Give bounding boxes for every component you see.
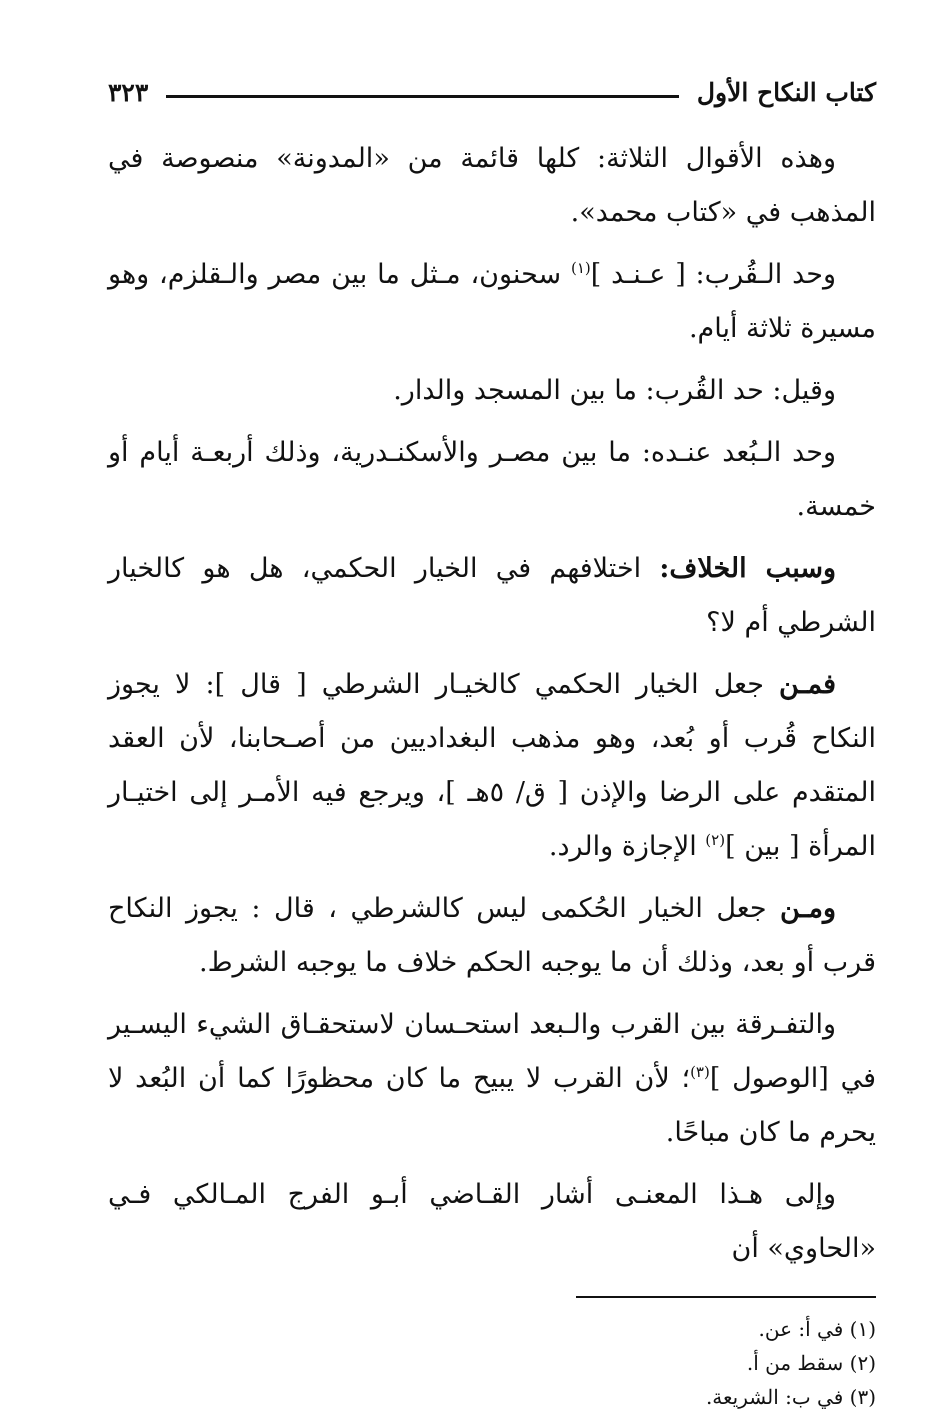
paragraph-lead: فمـن bbox=[779, 669, 836, 700]
paragraph-text: جعل الخيار الحكمي كالخيـار الشرطي [ قال ]: لا يجوز النكاح قُرب أو بُعد، وهو مذهب البغداديين من أصـحابنا، لأن العقد المتقدم على الرضا والإذن [ ق/ ٥هـ ]، ويرجع فيه الأمـر إلى اختيـار المرأة [ بين ] bbox=[108, 669, 876, 862]
header-rule bbox=[166, 95, 679, 98]
footnote-2: (٢) سقط من أ. bbox=[746, 1351, 876, 1375]
paragraph-text: اختلافهم في الخيار الحكمي، هل هو كالخيار الشرطي أم لا؟ bbox=[108, 553, 876, 638]
paragraph-text: وإلى هـذا المعنـى أشار القـاضي أبـو الفرج المـالكي فـي «الحاوي» أن bbox=[108, 1179, 876, 1264]
footnote-marker-1: (١) bbox=[570, 259, 591, 277]
footnote-marker-2: (٢) bbox=[705, 831, 726, 849]
paragraph-6 bbox=[108, 658, 876, 874]
paragraph-text: سحنون، مـثل ما بين مصر والـقلزم، وهو مسيرة ثلاثة أيام. bbox=[108, 259, 876, 344]
running-title: كتاب النكاح الأول bbox=[696, 77, 876, 107]
footnote-separator bbox=[576, 1296, 876, 1298]
footnote-1: (١) في أ: عن. bbox=[758, 1317, 876, 1341]
paragraph-text: وحد الـبُعد عنـده: ما بين مصـر والأسكنـدرية، وذلك أربعـة أيام أو خمسة. bbox=[108, 437, 876, 522]
paragraph-2 bbox=[108, 248, 876, 356]
paragraph-1 bbox=[108, 132, 876, 240]
paragraph-text: وهذه الأقوال الثلاثة: كلها قائمة من «المدونة» منصوصة في المذهب في «كتاب محمد». bbox=[108, 143, 876, 228]
paragraph-8 bbox=[108, 998, 876, 1160]
footnotes bbox=[108, 1312, 876, 1414]
paragraph-9 bbox=[108, 1168, 876, 1276]
paragraph-text: ؛ لأن القرب لا يبيح ما كان محظورًا كما أن البُعد لا يحرم ما كان مباحًا. bbox=[108, 1063, 876, 1148]
page-number: ٣٢٣ bbox=[108, 77, 149, 107]
footnote-3: (٣) في ب: الشريعة. bbox=[705, 1385, 876, 1409]
paragraph-text: الإجازة والرد. bbox=[548, 831, 706, 862]
page-header bbox=[108, 70, 876, 114]
paragraph-text: وقيل: حد القُرب: ما بين المسجد والدار. bbox=[393, 375, 836, 406]
paragraph-text: وحد الـقُرب: [ عـنـد ] bbox=[590, 259, 836, 290]
paragraph-text: جعل الخيار الحُكمى ليس كالشرطي ، قال : يجوز النكاح قرب أو بعد، وذلك أن ما يوجبه الحكم خلاف ما يوجبه الشرط. bbox=[108, 893, 876, 978]
paragraph-5 bbox=[108, 542, 876, 650]
paragraph-lead: وسبب الخلاف: bbox=[659, 553, 836, 584]
paragraph-text: والتفـرقة بين القرب والـبعد استحـسان لاستحقـاق الشيء اليسـير في [الوصول ] bbox=[108, 1009, 876, 1094]
paragraph-7 bbox=[108, 882, 876, 990]
paragraph-3 bbox=[108, 364, 876, 418]
paragraph-4 bbox=[108, 426, 876, 534]
main-text bbox=[108, 132, 876, 1276]
paragraph-lead: ومـن bbox=[780, 893, 836, 924]
footnote-marker-3: (٣) bbox=[690, 1063, 710, 1081]
book-page bbox=[108, 70, 876, 1414]
